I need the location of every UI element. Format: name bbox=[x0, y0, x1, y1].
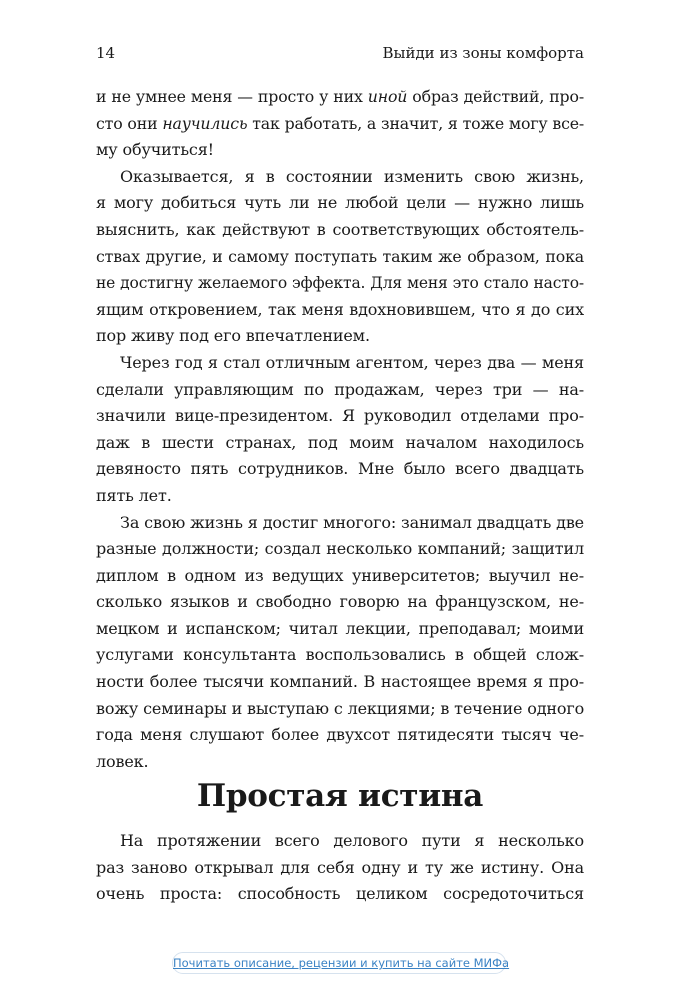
text-line: На протяжении всего делового пути я несколько bbox=[120, 831, 584, 850]
text-line: сделали управляющим по продажам, через три — на- bbox=[96, 379, 584, 399]
emphasis: научились bbox=[162, 113, 248, 133]
text-line: ящим откровением, так меня вдохновившем, что я до сих bbox=[96, 299, 584, 319]
text-line: и не умнее меня — просто у них иной образ действий, про- bbox=[96, 87, 584, 106]
text-line: диплом в одном из ведущих университетов; выучил не- bbox=[96, 565, 584, 585]
text-line: раз заново открывал для себя одну и ту же истину. Она bbox=[96, 857, 584, 877]
text-line: девяносто пять сотрудников. Мне было всего двадцать bbox=[96, 459, 584, 479]
text-line: года меня слушают более двухсот пятидесяти тысяч че- bbox=[96, 725, 584, 745]
text-line: значили вице-президентом. Я руководил отделами про- bbox=[96, 406, 584, 426]
text-line: За свою жизнь я достиг многого: занимал двадцать две bbox=[120, 512, 584, 532]
text-line: разные должности; создал несколько компаний; защитил bbox=[96, 539, 584, 559]
text-line: очень проста: способность целиком сосредоточиться bbox=[96, 884, 584, 904]
page-header bbox=[96, 40, 584, 66]
body-text-top bbox=[96, 84, 584, 775]
page-number: 14 bbox=[96, 44, 116, 62]
body-text-bottom bbox=[96, 828, 584, 908]
text-line: пор живу под его впечатлением. bbox=[96, 326, 370, 346]
text-line: пять лет. bbox=[96, 485, 172, 505]
emphasis: иной bbox=[367, 87, 408, 106]
text-line: выяснить, как действуют в соответствующих обстоятель- bbox=[96, 219, 584, 239]
text-line: вожу семинары и выступаю с лекциями; в течение одного bbox=[96, 698, 585, 718]
text-line: мецком и испанском; читал лекции, преподавал; моими bbox=[96, 618, 584, 638]
text-line: ловек. bbox=[96, 751, 149, 771]
text-line: ности более тысячи компаний. В настоящее время я про- bbox=[96, 672, 584, 692]
text-line: сто они научились так работать, а значит, я тоже могу все- bbox=[96, 113, 585, 133]
text-line: му обучиться! bbox=[96, 140, 214, 160]
text-line: услугами консультанта воспользовались в общей слож- bbox=[96, 645, 584, 665]
text-line: я могу добиться чуть ли не любой цели — нужно лишь bbox=[96, 193, 584, 213]
running-title: Выйди из зоны комфорта bbox=[382, 44, 584, 62]
text-line: Оказывается, я в состоянии изменить свою жизнь, bbox=[120, 166, 584, 186]
text-line: даж в шести странах, под моим началом находилось bbox=[96, 432, 584, 452]
text-line: Через год я стал отличным агентом, через два — меня bbox=[120, 352, 584, 372]
text-line: ствах другие, и самому поступать таким же образом, пока bbox=[96, 246, 584, 266]
section-heading: Простая истина bbox=[196, 778, 484, 814]
store-link[interactable]: Почитать описание, рецензии и купить на сайте МИФа bbox=[172, 952, 506, 974]
text-line: не достигну желаемого эффекта. Для меня это стало насто- bbox=[96, 274, 584, 293]
text-line: сколько языков и свободно говорю на французском, не- bbox=[96, 592, 584, 612]
